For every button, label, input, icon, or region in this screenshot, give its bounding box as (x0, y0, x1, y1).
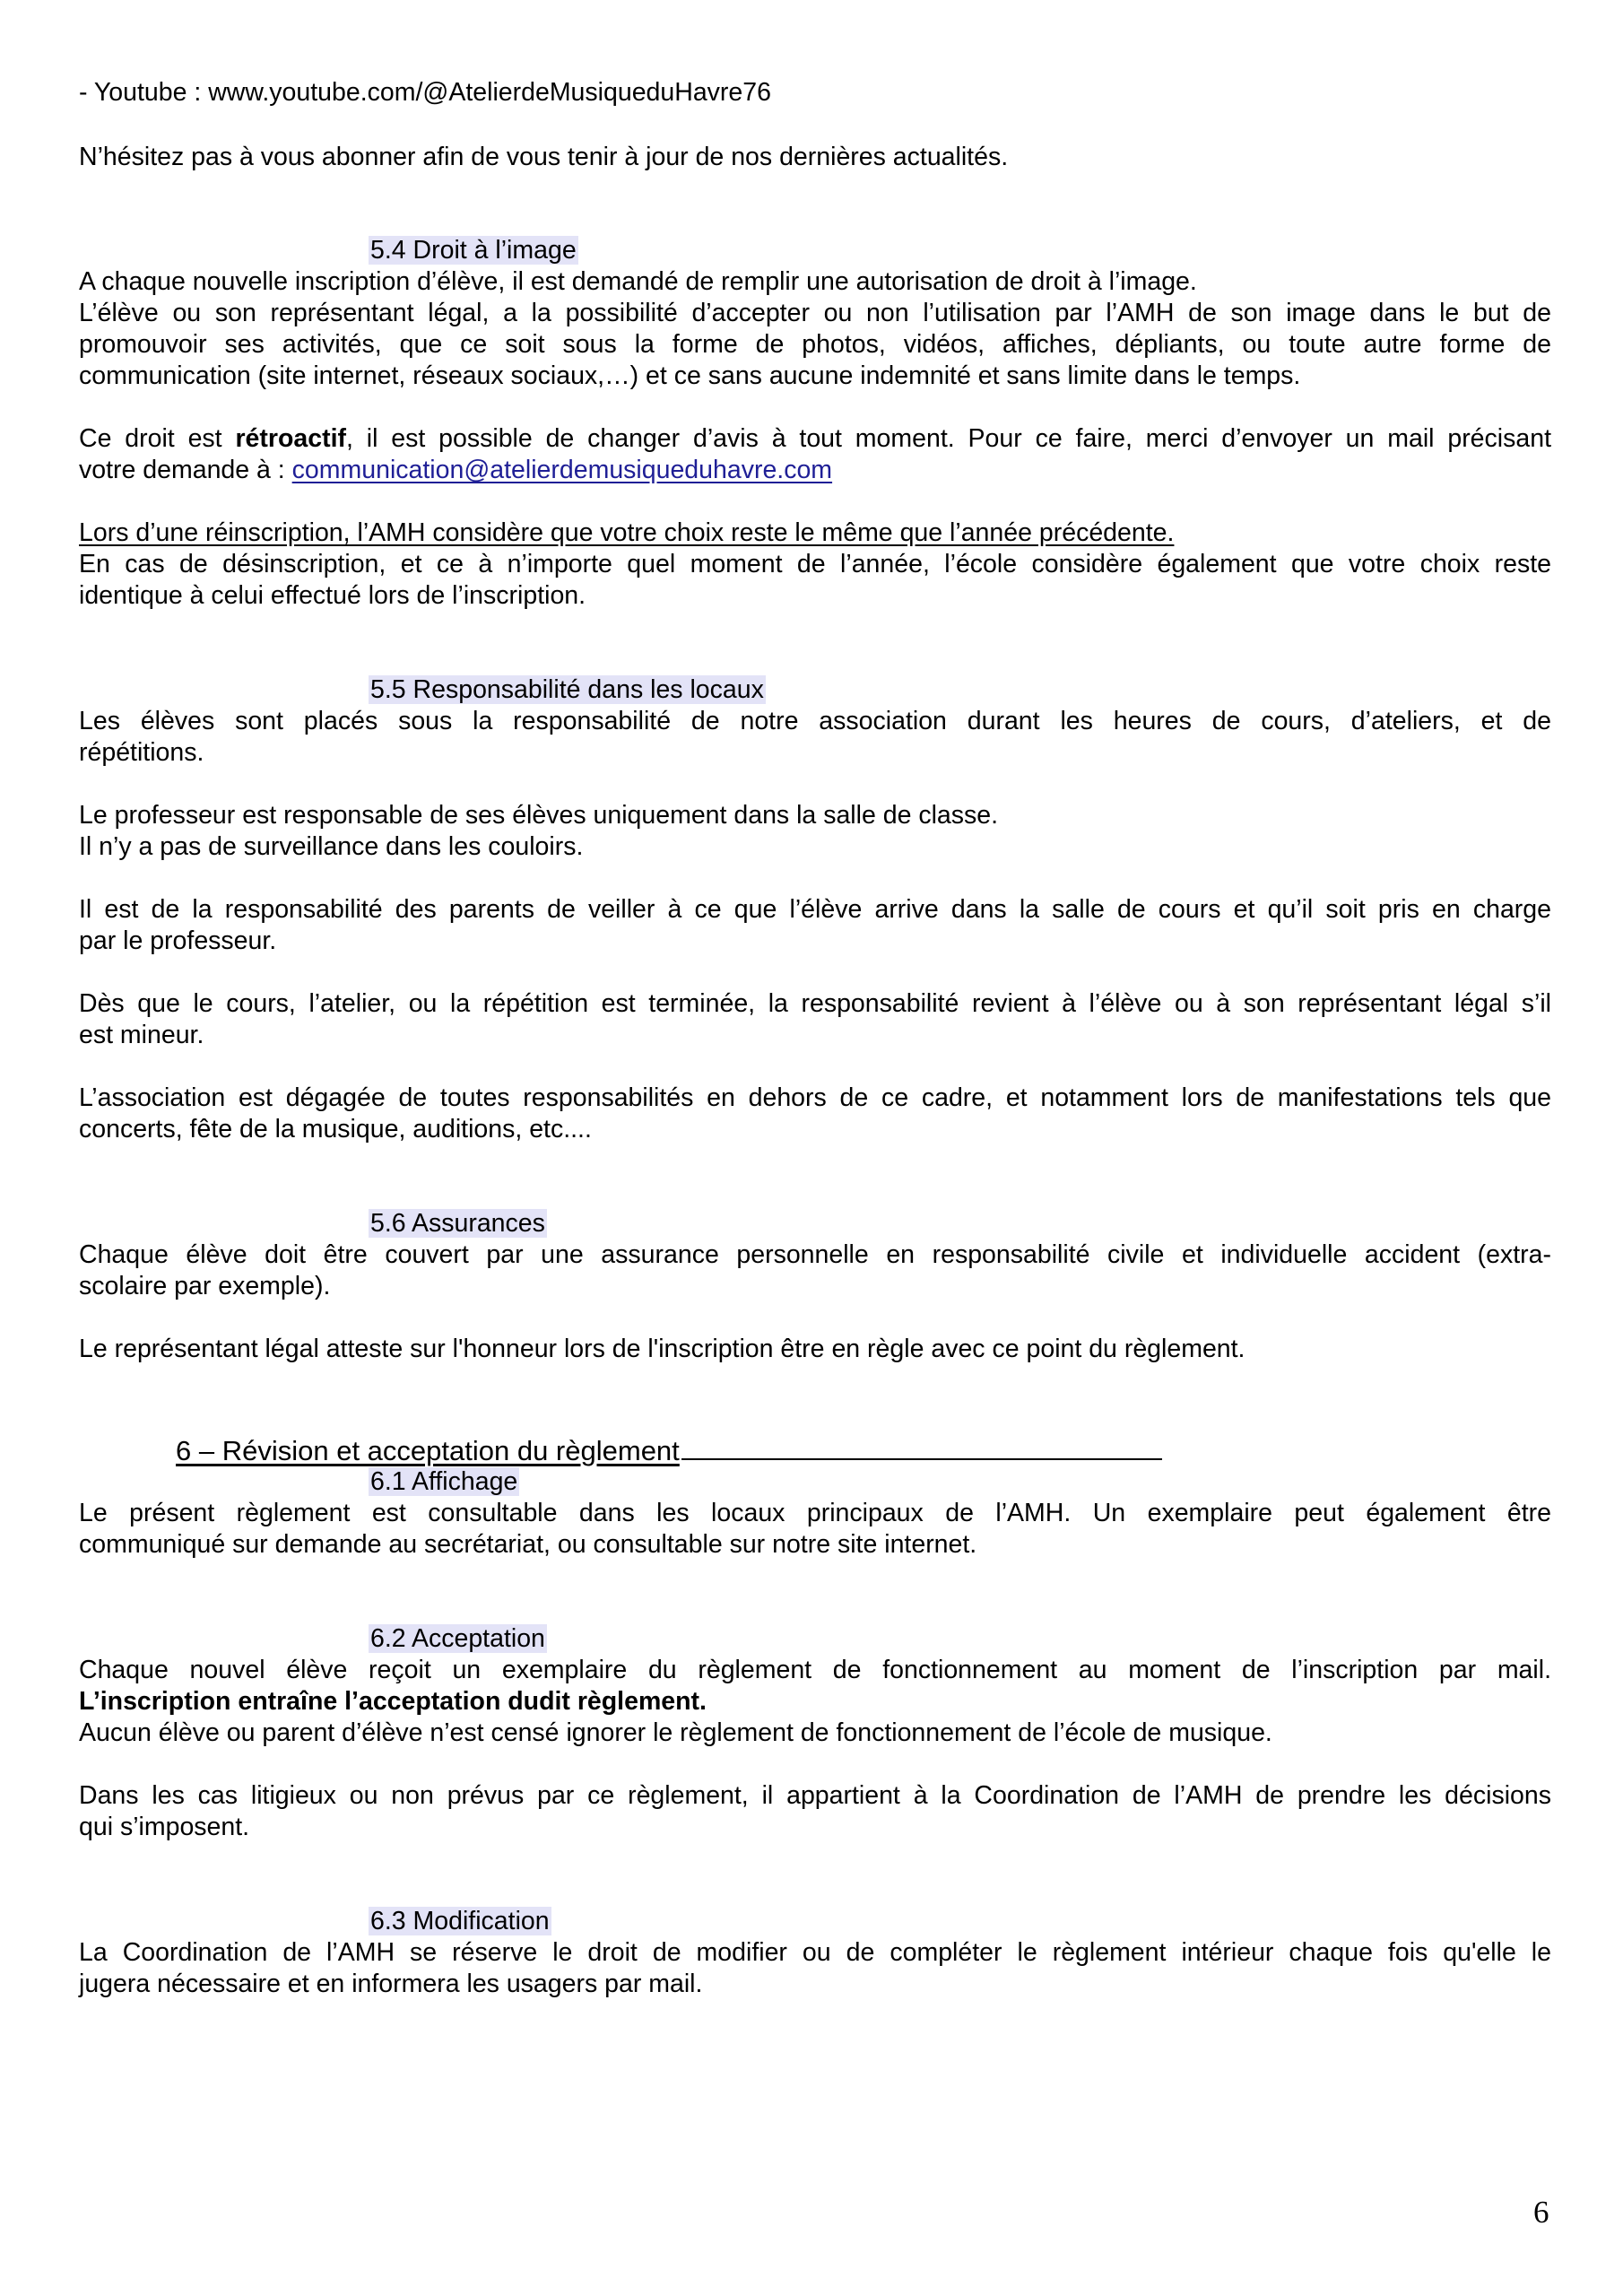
s55-line-8: est mineur. (79, 1021, 204, 1049)
s61-line-2: communiqué sur demande au secrétariat, ou consultable sur notre site internet. (79, 1530, 977, 1559)
s62-line-1: Chaque nouvel élève reçoit un exemplaire du règlement de fonctionnement au moment de l’inscription par mail. (79, 1656, 1551, 1684)
section-6-1-heading (369, 1466, 519, 1498)
s54-line-2: L’élève ou son représentant légal, a la possibilité d’accepter ou non l’utilisation par l’AMH de son image dans le but de (79, 299, 1551, 327)
section-6-3-heading (369, 1906, 551, 1937)
youtube-line: - Youtube : www.youtube.com/@AtelierdeMusiqueduHavre76 (79, 78, 771, 107)
s62-line-5: qui s’imposent. (79, 1813, 250, 1841)
section-6-heading-text: 6 – Révision et acceptation du règlement (176, 1435, 680, 1466)
s62-line-3: Aucun élève ou parent d’élève n’est censé ignorer le règlement de fonctionnement de l’école de musique. (79, 1718, 1272, 1747)
s55-line-2: répétitions. (79, 738, 204, 767)
s55-line-6: par le professeur. (79, 926, 277, 955)
s56-line-2: scolaire par exemple). (79, 1272, 331, 1300)
s55-line-10: concerts, fête de la musique, auditions, etc.... (79, 1115, 592, 1144)
s54-retroactif-bold: rétroactif (235, 424, 346, 453)
s54-retroactif-pre: Ce droit est (79, 424, 236, 453)
heading-rule (681, 1458, 1162, 1460)
s55-line-3: Le professeur est responsable de ses élèves uniquement dans la salle de classe. (79, 801, 999, 830)
s61-line-1: Le présent règlement est consultable dans les locaux principaux de l’AMH. Un exemplaire peut également être (79, 1499, 1551, 1527)
section-5-5-heading (369, 674, 766, 706)
s54-line-3: promouvoir ses activités, que ce soit sous la forme de photos, vidéos, affiches, dépliants, ou toute autre forme de (79, 330, 1551, 359)
s55-line-5: Il est de la responsabilité des parents de veiller à ce que l’élève arrive dans la salle de cours et qu’il soit pris en charge (79, 895, 1551, 924)
s62-line-4: Dans les cas litigieux ou non prévus par ce règlement, il appartient à la Coordination de l’AMH de prendre les décisions (79, 1781, 1551, 1810)
s54-desinscription-line-2: identique à celui effectué lors de l’inscription. (79, 581, 586, 610)
s54-line-4: communication (site internet, réseaux sociaux,…) et ce sans aucune indemnité et sans limite dans le temps. (79, 361, 1301, 390)
s54-reinscription-line: Lors d’une réinscription, l’AMH considère que votre choix reste le même que l’année précédente. (79, 518, 1175, 547)
s63-line-1: La Coordination de l’AMH se réserve le droit de modifier ou de compléter le règlement intérieur chaque fois qu'elle le (79, 1938, 1551, 1967)
s54-desinscription-line-1: En cas de désinscription, et ce à n’importe quel moment de l’année, l’école considère également que votre choix reste (79, 550, 1551, 578)
s55-line-9: L’association est dégagée de toutes responsabilités en dehors de ce cadre, et notamment lors de manifestations tels que (79, 1083, 1551, 1112)
s54-email-line (79, 455, 832, 486)
section-6-3-heading-text: 6.3 Modification (370, 1907, 550, 1935)
section-5-4-heading-text: 5.4 Droit à l’image (370, 236, 577, 265)
section-6-2-heading-text: 6.2 Acceptation (370, 1624, 545, 1653)
s63-line-2: jugera nécessaire et en informera les usagers par mail. (79, 1970, 703, 1998)
s55-line-1: Les élèves sont placés sous la responsabilité de notre association durant les heures de cours, d’ateliers, et de (79, 707, 1551, 735)
s54-line-1: A chaque nouvelle inscription d’élève, il est demandé de remplir une autorisation de droit à l’image. (79, 267, 1197, 296)
page-number: 6 (1533, 2195, 1549, 2230)
s55-line-7: Dès que le cours, l’atelier, ou la répétition est terminée, la responsabilité revient à l’élève ou à son représentant légal s’il (79, 989, 1551, 1018)
s62-bold-line: L’inscription entraîne l’acceptation dudit règlement. (79, 1687, 707, 1716)
section-6-2-heading (369, 1623, 547, 1655)
section-5-6-heading-text: 5.6 Assurances (370, 1209, 545, 1238)
s56-line-1: Chaque élève doit être couvert par une assurance personnelle en responsabilité civile et individuelle accident (extra- (79, 1240, 1551, 1269)
section-6-1-heading-text: 6.1 Affichage (370, 1467, 518, 1496)
section-5-5-heading-text: 5.5 Responsabilité dans les locaux (370, 675, 764, 704)
email-link[interactable]: communication@atelierdemusiqueduhavre.com (291, 456, 833, 484)
subscribe-line: N’hésitez pas à vous abonner afin de vous tenir à jour de nos dernières actualités. (79, 143, 1009, 171)
s54-retroactif-post: , il est possible de changer d’avis à tout moment. Pour ce faire, merci d’envoyer un mail précisant (346, 424, 1551, 453)
section-6-heading (176, 1434, 1162, 1468)
s56-line-3: Le représentant légal atteste sur l'honneur lors de l'inscription être en règle avec ce point du règlement. (79, 1335, 1245, 1363)
s54-email-pre: votre demande à : (79, 456, 292, 484)
s54-retroactif-line (79, 423, 1551, 455)
s55-line-4: Il n’y a pas de surveillance dans les couloirs. (79, 832, 584, 861)
section-5-6-heading (369, 1208, 547, 1239)
section-5-4-heading (369, 235, 578, 266)
